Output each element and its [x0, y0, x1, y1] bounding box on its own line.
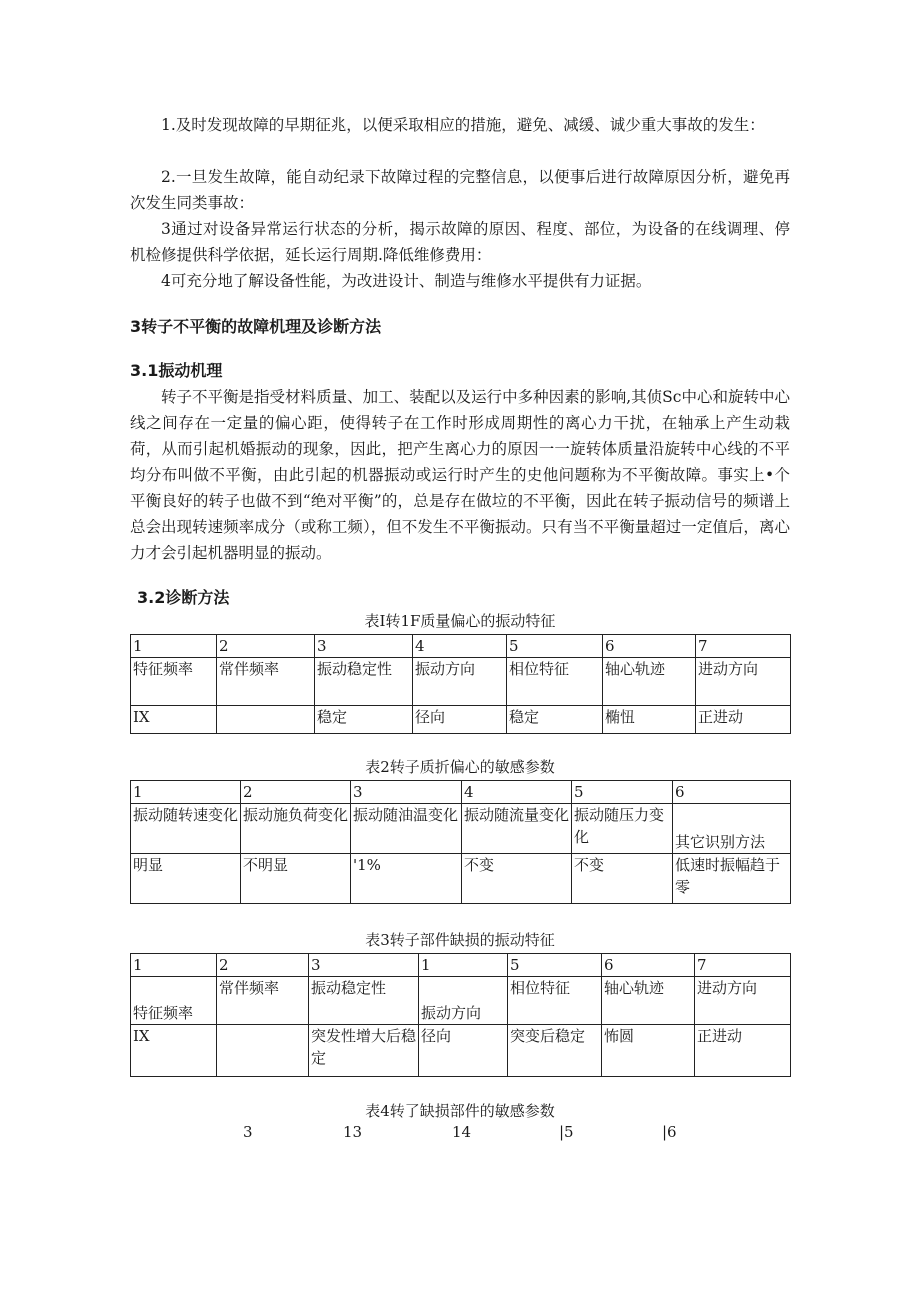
table-cell: 3 [351, 781, 462, 804]
table-cell: 1 [131, 781, 241, 804]
table3-caption: 表3转子部件缺损的振动特征 [365, 931, 555, 949]
table3 [130, 953, 791, 1077]
table-cell: 突发性增大后稳定 [309, 1025, 419, 1077]
section-3-2-heading: 3.2诊断方法 [137, 588, 230, 607]
table2-number-row [131, 781, 791, 804]
table1-value-row [131, 706, 791, 734]
table-cell: 不明显 [241, 854, 351, 904]
table-cell: 明显 [131, 854, 241, 904]
table-cell: 进动方向 [696, 658, 791, 706]
table-cell: 径向 [413, 706, 507, 734]
table4-number: |5 [559, 1123, 574, 1141]
table-cell: 7 [695, 954, 791, 977]
table-cell: 正进动 [696, 706, 791, 734]
table-cell: 振动施负荷变化 [241, 804, 351, 854]
table-cell: 常伴频率 [217, 658, 315, 706]
table-cell: 5 [507, 635, 603, 658]
table-cell: 轴心轨迹 [602, 977, 695, 1025]
table-cell: 径向 [419, 1025, 508, 1077]
table-cell: 振动随流量变化 [462, 804, 572, 854]
table-cell: 特征频率 [131, 977, 217, 1025]
table-cell: 6 [673, 781, 791, 804]
table-cell: 1 [131, 635, 217, 658]
table-cell: 不变 [462, 854, 572, 904]
table-cell: 轴心轨迹 [603, 658, 696, 706]
section-3-1-heading: 3.1振动机理 [130, 361, 223, 380]
table3-header-row [131, 977, 791, 1025]
table-cell: 突变后稳定 [508, 1025, 602, 1077]
table2-caption: 表2转子质折偏心的敏感参数 [365, 758, 555, 776]
table-cell: 5 [572, 781, 673, 804]
table-cell: 特征频率 [131, 658, 217, 706]
table-cell [217, 706, 315, 734]
table-cell: 不变 [572, 854, 673, 904]
table-cell: 1 [419, 954, 508, 977]
table2-value-row [131, 854, 791, 904]
table-cell: 正进动 [695, 1025, 791, 1077]
table2-header-row [131, 804, 791, 854]
table-cell: 其它识别方法 [673, 804, 791, 854]
table-cell: 2 [217, 635, 315, 658]
table-cell: 4 [462, 781, 572, 804]
table-cell: 稳定 [507, 706, 603, 734]
table-cell: 椭忸 [603, 706, 696, 734]
table2 [130, 780, 791, 904]
table-cell: 振动方向 [419, 977, 508, 1025]
intro-item-4: 4可充分地了解设备性能，为改进设计、制造与维修水平提供有力证据。 [161, 272, 652, 290]
table-cell: 振动随压力变化 [572, 804, 673, 854]
table-cell: 低速时振幅趋于零 [673, 854, 791, 904]
table3-number-row [131, 954, 791, 977]
intro-item-1: 1.及时发现故障的早期征兆，以便采取相应的措施，避免、减缓、诚少重大事故的发生： [161, 116, 765, 134]
table-cell: IX [131, 706, 217, 734]
table-cell: 6 [602, 954, 695, 977]
table4-number: 13 [343, 1123, 363, 1141]
table-cell: 稳定 [315, 706, 413, 734]
table-cell: 相位特征 [507, 658, 603, 706]
table-cell: 6 [603, 635, 696, 658]
table3-value-row [131, 1025, 791, 1077]
table-cell: 2 [217, 954, 309, 977]
section-3-heading: 3转子不平衡的故障机理及诊断方法 [130, 317, 382, 336]
intro-item-2: 2.一旦发生故障，能自动纪录下故障过程的完整信息，以便事后进行故障原因分析，避免再次发生同类事故： [130, 168, 790, 212]
table-cell: 1 [131, 954, 217, 977]
table-cell: 2 [241, 781, 351, 804]
table-cell: 振动稳定性 [315, 658, 413, 706]
table-cell: 7 [696, 635, 791, 658]
section-3-1-body: 转子不平衡是指受材料质量、加工、装配以及运行中多种因素的影响,其侦Sc中心和旋转中心线之间存在一定量的偏心距，使得转子在工作时形成周期性的离心力干扰，在轴承上产生动栽荷，从而引起机婚振动的现象，因此，把产生离心力的原因一一旋转体质量沿旋转中心线的不平均分布叫做不平衡，由此引起的机器振动或运行时产生的史他问题称为不平衡故障。事实上•个平衡良好的转子也做不到“绝对平衡”的，总是存在做垃的不平衡，因此在转子振动信号的频谱上总会出现转速频率成分（或称工频），但不发生不平衡振动。只有当不平衡量超过一定值后，离心力才会引起机器明显的振动。 [130, 388, 790, 562]
table1-number-row [131, 635, 791, 658]
table-cell: 进动方向 [695, 977, 791, 1025]
table-cell: 相位特征 [508, 977, 602, 1025]
table-cell: 3 [309, 954, 419, 977]
table1 [130, 634, 791, 734]
table-cell: 5 [508, 954, 602, 977]
table-cell [217, 1025, 309, 1077]
table-cell: 3 [315, 635, 413, 658]
table1-caption: 表I转1F质量偏心的振动特征 [364, 612, 556, 630]
table4-number: 3 [243, 1123, 253, 1141]
table-cell: 振动随转速变化 [131, 804, 241, 854]
table4-number: 14 [452, 1123, 472, 1141]
table4-caption: 表4转了缺损部件的敏感参数 [365, 1102, 555, 1120]
table-cell: 振动随油温变化 [351, 804, 462, 854]
table-cell: 怖圆 [602, 1025, 695, 1077]
table1-header-row [131, 658, 791, 706]
table4-number: |6 [662, 1123, 677, 1141]
table-cell: 振动方向 [413, 658, 507, 706]
table-cell: '1% [351, 854, 462, 904]
table-cell: 4 [413, 635, 507, 658]
intro-item-3: 3通过对设备异常运行状态的分析，揭示故障的原因、程度、部位，为设备的在线调理、停机检修提供科学依据，延长运行周期.降低维修费用： [130, 220, 790, 264]
table-cell: IX [131, 1025, 217, 1077]
table-cell: 振动稳定性 [309, 977, 419, 1025]
table-cell: 常伴频率 [217, 977, 309, 1025]
